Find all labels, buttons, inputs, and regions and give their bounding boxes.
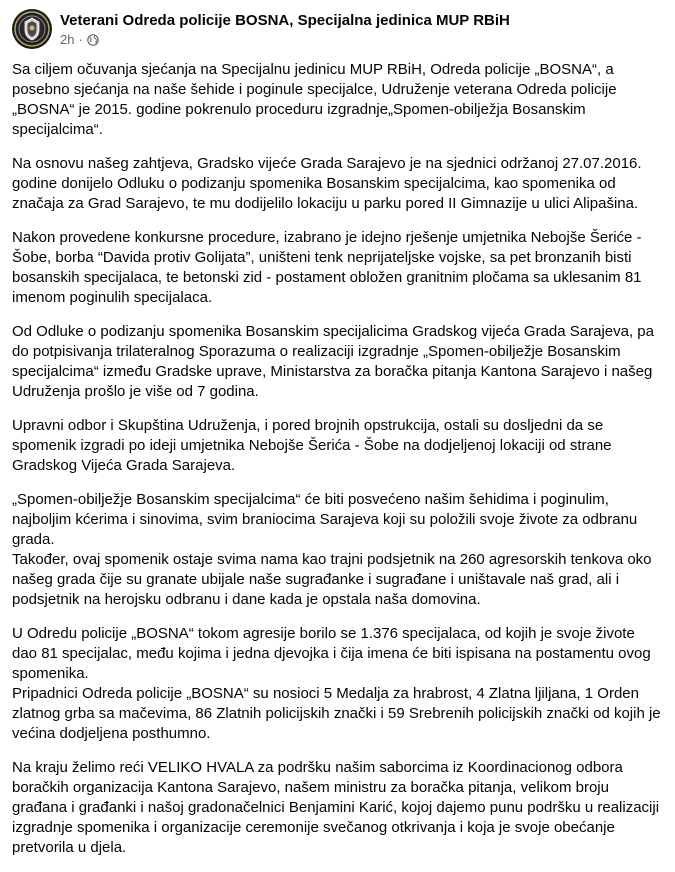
post-paragraph: „Spomen-obilježje Bosanskim specijalcima“ će biti posvećeno našim šehidima i poginulim, najboljim kćerima i sinovima, svim braniocima Sarajeva koji su položili svoje živote za odbranu grada. (12, 491, 638, 548)
post-paragraph: Sa ciljem očuvanja sjećanja na Specijalnu jedinicu MUP RBiH, Odreda policije „BOSNA“, a posebno sjećanja na naše šehide i poginule specijalce, Udruženje veterana Odreda policije „BOSNA“ je 2015. godine pokrenulo proceduru izgradnje„Spomen-obilježja Bosanskim specijalcima“. (12, 61, 617, 138)
unit-emblem-icon (12, 9, 52, 49)
page-name[interactable]: Veterani Odreda policije BOSNA, Specijalna jedinica MUP RBiH (60, 12, 510, 29)
post-paragraph: Upravni odbor i Skupština Udruženja, i pored brojnih opstrukcija, ostali su dosljedni da se spomenik izgradi po ideji umjetnika Nebojše Šerića - Šobe na dodjeljenoj lokaciji od strane Gradskog Vijeća Grada Sarajeva. (12, 417, 612, 474)
post-timestamp[interactable]: 2h (60, 32, 75, 47)
post-paragraph: Pripadnici Odreda policije „BOSNA“ su nosioci 5 Medalja za hrabrost, 4 Zlatna ljiljana, 1 Orden zlatnog grba sa mačevima, 86 Zlatnih policijskih znački i 59 Srebrenih policijskih znački od kojih je većina dodjeljena posthumno. (12, 685, 661, 742)
post-meta (60, 32, 510, 48)
post-paragraph: Također, ovaj spomenik ostaje svima nama kao trajni podsjetnik na 260 agresorskih tenkova oko našeg grada čije su granate ubijale naše sugrađanke i sugrađane i uništavale naš grad, ali i podsjetnik na herojsku odbranu i dane kada je opstala naša domovina. (12, 551, 652, 608)
page-avatar[interactable] (12, 9, 52, 49)
post-paragraph: Nakon provedene konkursne procedure, izabrano je idejno rješenje umjetnika Nebojše Šeriće - Šobe, borba “Davida protiv Golijata”, uništeni tenk neprijateljske vojske, sa pet bronzanih bisti bosanskih specijalaca, te betonski zid - postament obložen granitnim pločama sa uklesanim 81 imenom poginulih specijalaca. (12, 229, 642, 306)
globe-icon[interactable] (87, 34, 99, 46)
post-paragraph: Na kraju želimo reći VELIKO HVALA za podršku našim saborcima iz Koordinacionog odbora boračkih organizacija Kantona Sarajevo, našem ministru za boračka pitanja, velikom broju građana i građanki i našoj gradonačelnici Benjamini Karić, kojoj dajemo punu podršku u realizaciji izgradnje spomenika i organizacije ceremonije svečanog otkrivanja i koja je svoje obećanje pretvorila u djela. (12, 759, 660, 856)
post-paragraph: Od Odluke o podizanju spomenika Bosanskim specijalicima Gradskog vijeća Grada Sarajeva, pa do potpisivanja trilateralnog Sporazuma o realizaciji izgradnje „Spomen-obilježje Bosanskim specijalcima“ između Gradske uprave, Ministarstva za boračka pitanja Kantona Sarajevo i našeg Udruženja prošlo je više od 7 godina. (12, 323, 654, 400)
post-message (12, 60, 663, 872)
post-paragraph: U Odredu policije „BOSNA“ tokom agresije borilo se 1.376 specijalaca, od kojih je svoje živote dao 81 specijalac, među kojima i jedna djevojka i čija imena će biti ispisana na postamentu ovog spomenika. (12, 625, 651, 682)
post-header (12, 9, 510, 53)
post-paragraph: Na osnovu našeg zahtjeva, Gradsko vijeće Grada Sarajevo je na sjednici održanoj 27.07.2016. godine donijelo Odluku o podizanju spomenika Bosanskim specijalcima, kao spomenika od značaja za Grad Sarajevo, te mu dodijelilo lokaciju u parku pored II Gimnazije u ulici Alipašina. (12, 155, 642, 212)
meta-separator: · (78, 32, 83, 47)
